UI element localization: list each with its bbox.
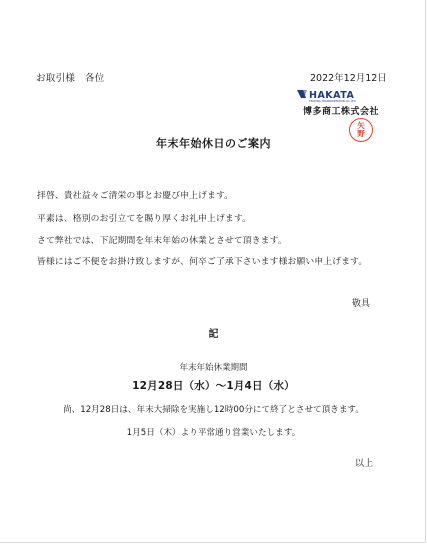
body-paragraph-1: 拝啓、貴社益々ご清栄の事とお慶び申上げます。 [37, 191, 234, 201]
document-title: 年末年始休日のご案内 [156, 137, 271, 150]
body-paragraph-4: 皆様にはご不便をお掛け致しますが、何卒ご了承下さいます様お願い申上げます。 [37, 257, 368, 267]
document-date: 2022年12月12日 [310, 73, 387, 84]
body-paragraph-3: さて弊社では、下記期間を年末年始の休業とさせて頂きます。 [37, 236, 287, 246]
body-paragraph-2: 平素は、格別のお引立てを賜り厚くお礼申上げます。 [37, 214, 252, 224]
closing-keigu: 敬具 [352, 299, 371, 309]
holiday-period-dates: 12月28日（水）～1月4日（水） [132, 380, 295, 392]
logo-text: HAKATA [309, 90, 355, 101]
seal-line-1: 矢 [357, 121, 365, 130]
seal-line-2: 野 [357, 129, 365, 138]
holiday-period-label: 年末年始休業期間 [179, 363, 248, 373]
hakata-logo [297, 89, 387, 103]
recipient-line: お取引様 各位 [36, 73, 105, 84]
closing-ijou: 以上 [355, 459, 374, 469]
note-reopen: 1月5日（木）より平常通り営業いたします。 [126, 428, 301, 438]
logo-subtext: TRADING TRANSPORTATION CO.,LTD. [309, 100, 357, 103]
ki-heading: 記 [208, 329, 219, 340]
company-name: 博多商工株式会社 [303, 107, 380, 117]
note-early-close: 尚、12月28日は、年末大掃除を実施し12時00分にて終了とさせて頂きます。 [63, 405, 364, 415]
